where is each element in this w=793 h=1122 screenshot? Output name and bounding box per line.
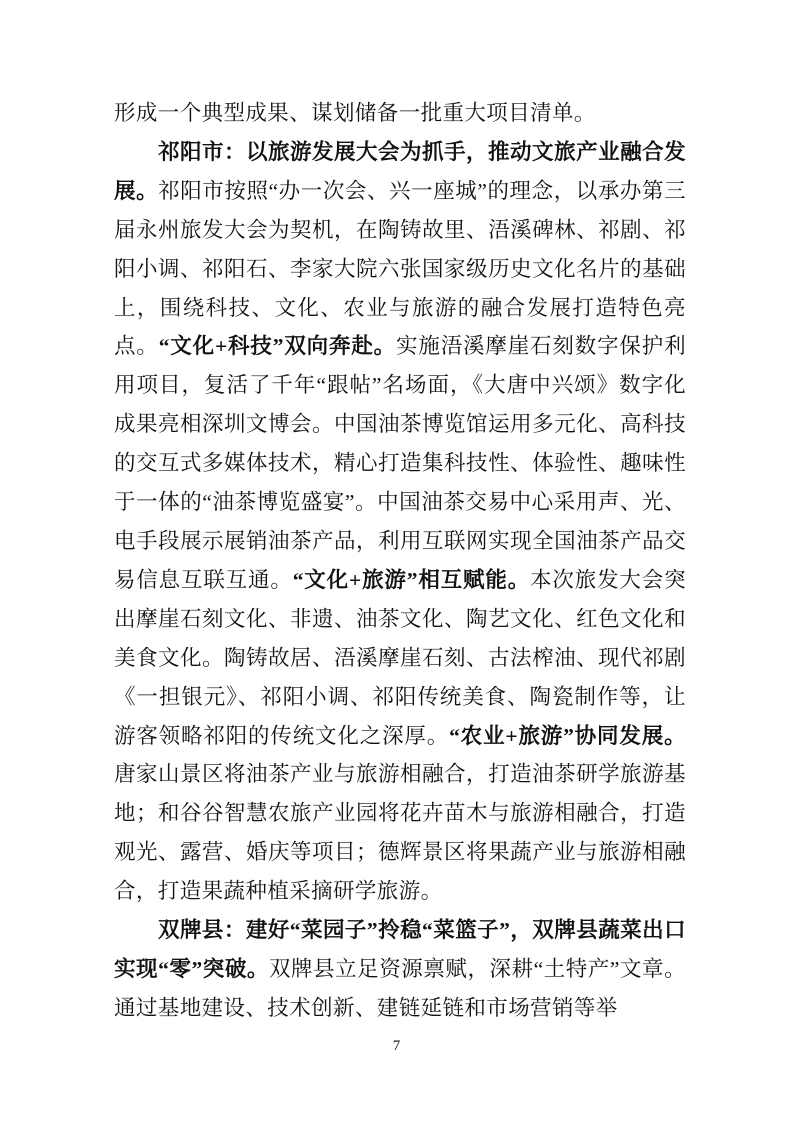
- page-number: 7: [392, 1038, 401, 1054]
- document-body: [114, 94, 686, 1028]
- section-title-shuangpai: 建好“菜园子”拎稳“菜篮子”，双牌县蔬菜出口实现“零”突破。: [114, 918, 686, 981]
- body-text: 实施浯溪摩崖石刻数字保护利用项目，复活了千年“跟帖”名场面，《大唐中兴颂》数字化成果亮相深圳文博会。中国油茶博览馆运用多元化、高科技的交互式多媒体技术，精心打造集科技性、体验性、趣味性于一体的“油茶博览盛宴”。中国油茶交易中心采用声、光、电手段展示展销油茶产品，利用互联网实现全国油茶产品交易信息互联互通。: [114, 334, 686, 592]
- body-text: 唐家山景区将油茶产业与旅游相融合，打造油茶研学旅游基地；和谷谷智慧农旅产业园将花卉苗木与旅游相融合，打造观光、露营、婚庆等项目；德辉景区将果蔬产业与旅游相融合，打造果蔬种植采摘研学旅游。: [114, 762, 686, 904]
- section-lead-shuangpai: 双牌县：: [158, 918, 246, 943]
- body-text: 祁阳市按照“办一次会、兴一座城”的理念，以承办第三届永州旅发大会为契机，在陶铸故里、浯溪碑林、祁剧、祁阳小调、祁阳石、李家大院六张国家级历史文化名片的基础上，围绕科技、文化、农业与旅游的融合发展打造特色亮点。: [114, 178, 686, 359]
- section-lead-qiyang: 祁阳市：: [158, 139, 247, 164]
- body-text: 双牌县立足资源禀赋，深耕“土特产”文章。通过基地建设、技术创新、建链延链和市场营销等举: [114, 956, 686, 1020]
- paragraph-qiyang: [114, 133, 686, 911]
- body-text: 本次旅发大会突出摩崖石刻文化、非遗、油茶文化、陶艺文化、红色文化和美食文化。陶铸故居、浯溪摩崖石刻、古法榨油、现代祁剧《一担银元》、祁阳小调、祁阳传统美食、陶瓷制作等，让游客领略祁阳的传统文化之深厚。: [114, 567, 686, 748]
- subhead-culture-tourism: “文化+旅游”相互赋能。: [292, 567, 531, 592]
- body-text: 形成一个典型成果、谋划储备一批重大项目清单。: [114, 101, 596, 125]
- paragraph-shuangpai: [114, 911, 686, 1028]
- section-title-qiyang: 以旅游发展大会为抓手，推动文旅产业融合发展。: [114, 139, 686, 203]
- subhead-agriculture-tourism: “农业+旅游”协同发展。: [449, 723, 686, 748]
- paragraph-continuation: [114, 94, 686, 133]
- subhead-culture-tech: “文化+科技”双向奔赴。: [158, 334, 397, 359]
